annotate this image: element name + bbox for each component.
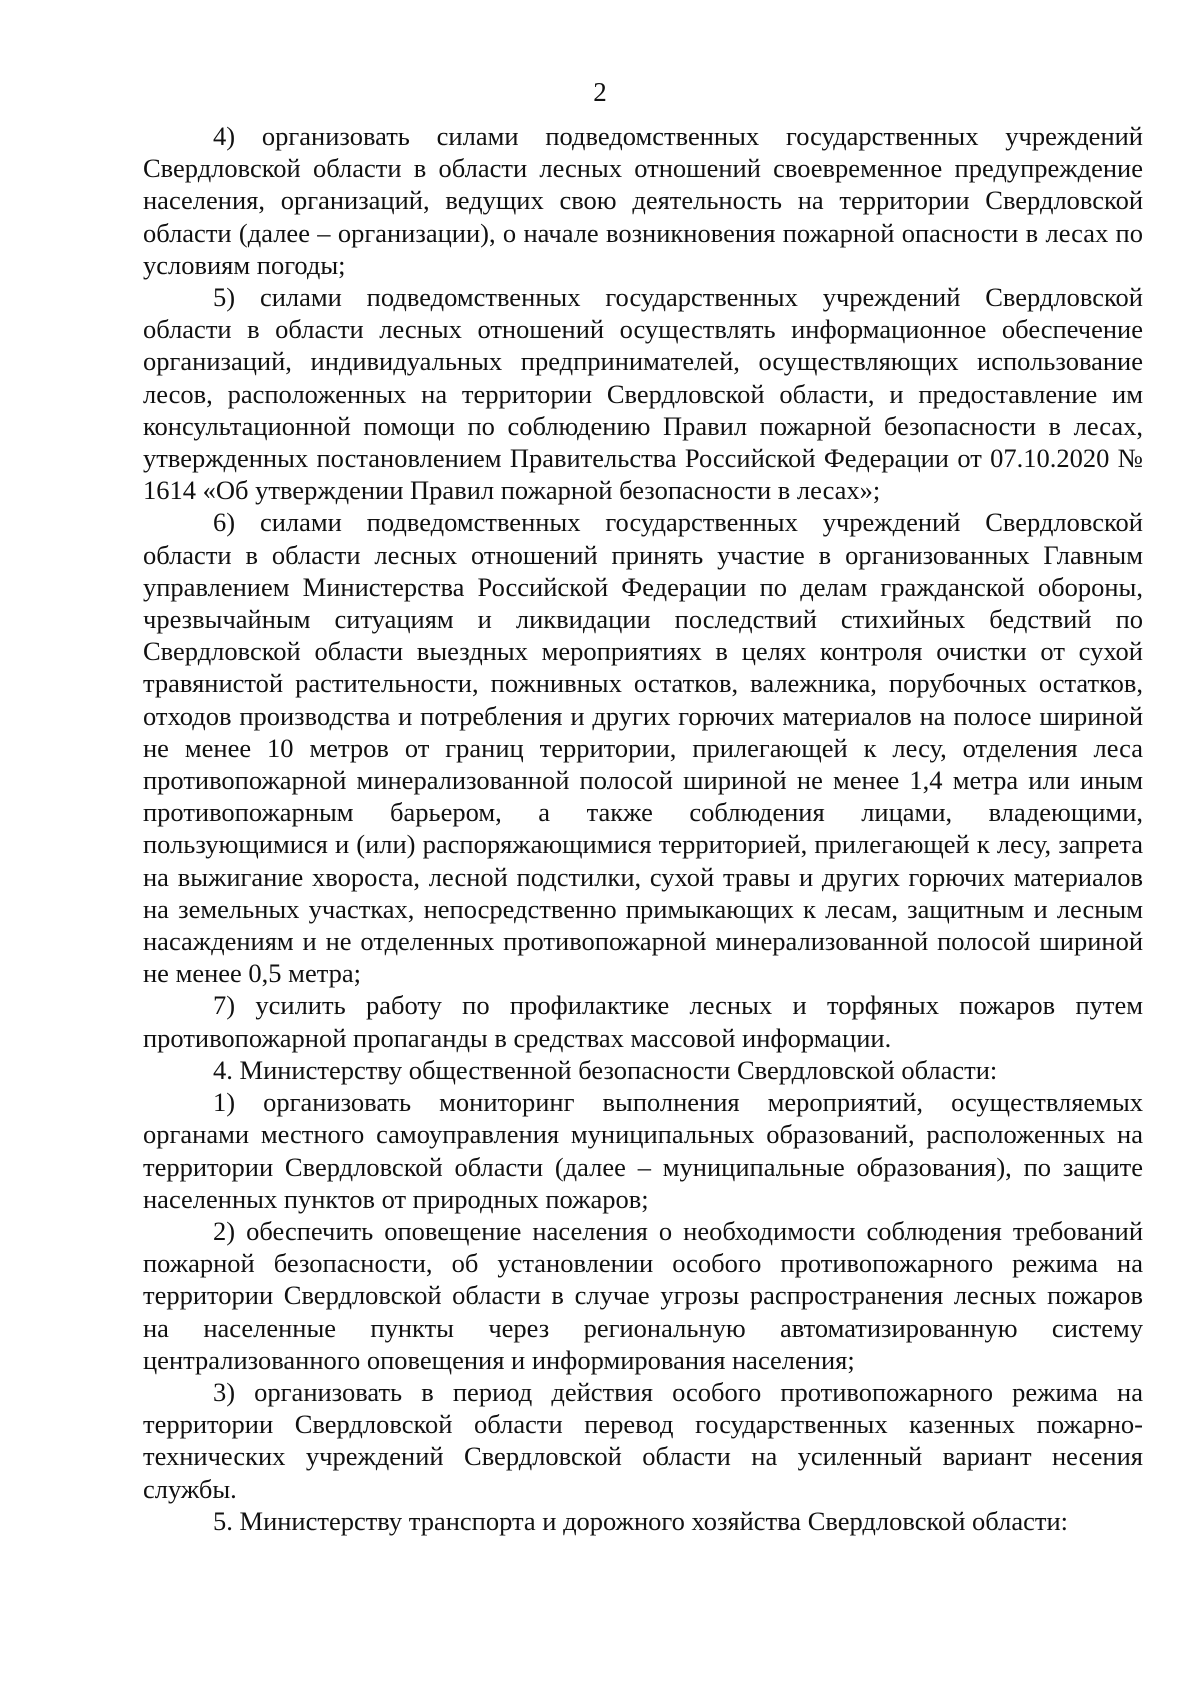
section-heading-4: 4. Министерству общественной безопасности Свердловской области:	[213, 1054, 998, 1085]
paragraph-item-7: 7) усилить работу по профилактике лесных и торфяных пожаров путем противопожарной пропаганды в средствах массовой информации.	[143, 990, 1143, 1053]
paragraph-item-4-2: 2) обеспечить оповещение населения о необходимости соблюдения требований пожарной безопасности, об установлении особого противопожарного режима на территории Свердловской области в случае угрозы распространения лесных пожаров на населенные пункты через региональную автоматизированную систему централизованного оповещения и информирования населения;	[143, 1215, 1143, 1375]
paragraph-item-5: 5) силами подведомственных государственных учреждений Свердловской области в области лесных отношений осуществлять информационное обеспечение организаций, индивидуальных предпринимателей, осуществляющих использование лесов, расположенных на территории Свердловской области, и предоставление им консультационной помощи по соблюдению Правил пожарной безопасности в лесах, утвержденных постановлением Правительства Российской Федерации от 07.10.2020 № 1614 «Об утверждении Правил пожарной безопасности в лесах»;	[143, 282, 1143, 506]
paragraph-item-4: 4) организовать силами подведомственных государственных учреждений Свердловской области в области лесных отношений своевременное предупреждение населения, организаций, ведущих свою деятельность на территории Свердловской области (далее – организации), о начале возникновения пожарной опасности в лесах по условиям погоды;	[143, 121, 1143, 280]
paragraph-item-6: 6) силами подведомственных государственных учреждений Свердловской области в области лесных отношений принять участие в организованных Главным управлением Министерства Российской Федерации по делам гражданской обороны, чрезвычайным ситуациям и ликвидации последствий стихийных бедствий по Свердловской области выездных мероприятиях в целях контроля очистки от сухой травянистой растительности, пожнивных остатков, валежника, порубочных остатков, отходов производства и потребления и других горючих материалов на полосе шириной не менее 10 метров от границ территории, прилегающей к лесу, отделения леса противопожарной минерализованной полосой шириной не менее 1,4 метра или иным противопожарным барьером, а также соблюдения лицами, владеющими, пользующимися и (или) распоряжающимися территорией, прилегающей к лесу, запрета на выжигание хвороста, лесной подстилки, сухой травы и других горючих материалов на земельных участках, непосредственно примыкающих к лесам, защитным и лесным насаждениям и не отделенных противопожарной минерализованной полосой шириной не менее 0,5 метра;	[143, 507, 1143, 989]
paragraph-item-4-3: 3) организовать в период действия особого противопожарного режима на территории Свердловской области перевод государственных казенных пожарно-технических учреждений Свердловской области на усиленный вариант несения службы.	[143, 1376, 1143, 1504]
document-body	[143, 120, 1143, 1537]
section-heading-5: 5. Министерству транспорта и дорожного хозяйства Свердловской области:	[213, 1505, 1069, 1536]
paragraph-item-4-1: 1) организовать мониторинг выполнения мероприятий, осуществляемых органами местного самоуправления муниципальных образований, расположенных на территории Свердловской области (далее – муниципальные образования), по защите населенных пунктов от природных пожаров;	[143, 1087, 1143, 1214]
page-number: 2	[593, 77, 607, 107]
